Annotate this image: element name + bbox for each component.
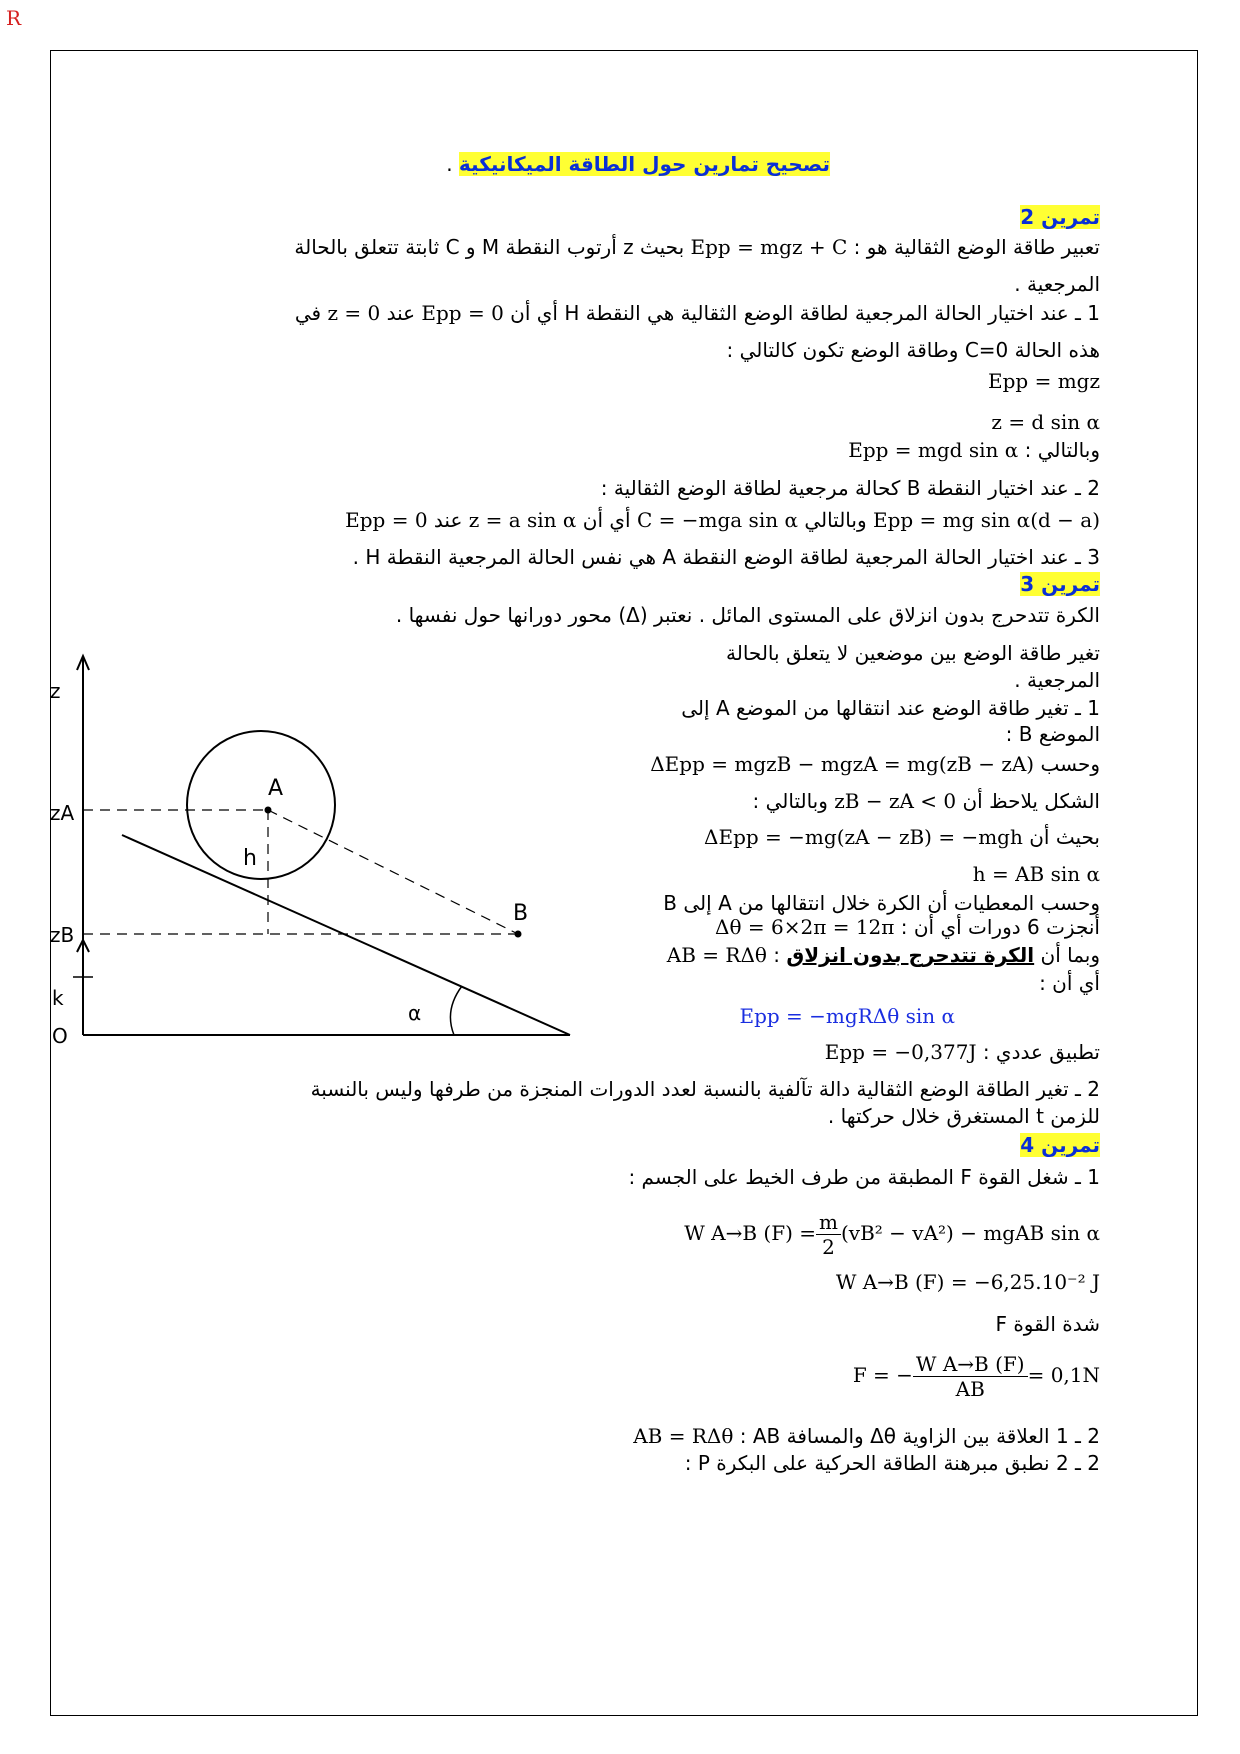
ex4-eq-3: = 0,1N $\frac{\text{W A→B (F)}}{AB}$ F = − <box>852 1352 1100 1401</box>
h-label: h <box>243 846 257 871</box>
ex3-line-2: تغير طاقة الوضع بين موضعين لا يتعلق بالحالة <box>726 641 1100 665</box>
ex2-line-4: هذه الحالة C=0 وطاقة الوضع تكون كالتالي : <box>726 338 1100 362</box>
point-B <box>515 931 522 938</box>
ex3-eq-h: h = AB sin α <box>972 862 1100 886</box>
zB-label: zB <box>50 923 75 947</box>
point-A <box>265 807 272 814</box>
ex2-line-10: 3 ـ عند اختيار الحالة المرجعية لطاقة الوضع النقطة A هي نفس الحالة المرجعية النقطة H . <box>352 545 1100 569</box>
ex4-line-1: 1 ـ شغل القوة F المطبقة من طرف الخيط على الجسم : <box>628 1165 1100 1189</box>
ex2-heading: تمرين 2 <box>1020 205 1100 229</box>
ex2-eq-2: z = d sin α <box>991 410 1100 434</box>
ball <box>187 731 335 879</box>
ex3-line-4: 1 ـ تغير طاقة الوضع عند انتقالها من الموضع A إلى <box>681 696 1100 720</box>
ex3-line-8: بحيث أن ΔEpp = −mg(zA − zB) = −mgh <box>704 825 1100 849</box>
ex4-line-7: 2 ـ 2 نطبق مبرهنة الطاقة الحركية على البكرة P : <box>684 1451 1100 1475</box>
ex2-line-8: 2 ـ عند اختيار النقطة B كحالة مرجعية لطاقة الوضع الثقالية : <box>600 476 1100 500</box>
ex2-line-2: المرجعية . <box>1014 272 1100 296</box>
ex4-heading: تمرين 4 <box>1020 1133 1100 1157</box>
ex3-line-11: أنجزت 6 دورات أي أن : Δθ = 6×2π = 12π <box>715 915 1100 939</box>
A-B-dashed <box>268 810 518 934</box>
ex3-line-17: للزمن t المستغرق خلال حركتها . <box>827 1104 1100 1128</box>
ex3-line-12: وبما أن الكرة تتدحرج بدون انزلاق : AB = RΔθ <box>666 943 1100 967</box>
ex4-eq-1: (vB² − vA²) − mgAB sin α $\frac{m}{2}$ W A→B (F) = <box>684 1210 1100 1259</box>
inclined-plane-figure <box>40 650 600 1060</box>
ex2-line-7: وبالتالي : Epp = mgd sin α <box>848 438 1100 462</box>
ex2-line-9: Epp = 0 عند z = a sin α أي أن C = −mga sin α وبالتالي Epp = mg sin α(d − a) <box>345 508 1100 532</box>
ex3-line-6: وحسب ΔEpp = mgzB − mgzA = mg(zB − zA) <box>650 752 1100 776</box>
incline-line <box>122 835 570 1035</box>
z-axis-label: z <box>50 679 61 703</box>
ex3-eq-blue: Epp = −mgRΔθ sin α <box>739 1004 955 1028</box>
corner-mark: R <box>6 6 22 30</box>
ex4-line-6: 2 ـ 1 العلاقة بين الزاوية Δθ والمسافة AB : AB = RΔθ <box>633 1424 1100 1448</box>
ex4-line-4: شدة القوة F <box>995 1312 1100 1336</box>
ex2-line-1: تعبير طاقة الوضع الثقالية هو : Epp = mgz + C بحيث z أرتوب النقطة M و C ثابتة تتعلق بالحالة <box>294 235 1100 259</box>
page-title: تصحيح تمارين حول الطاقة الميكانيكية . <box>446 152 830 176</box>
B-label: B <box>513 901 529 926</box>
ex2-line-3: 1 ـ عند اختيار الحالة المرجعية لطاقة الوضع الثقالية هي النقطة H أي أن Epp = 0 عند z = 0 في <box>294 301 1100 325</box>
ex4-eq3-fraction: $\frac{\text{W A→B (F)}}{AB}$ <box>913 1352 1028 1401</box>
ex3-line-16: 2 ـ تغير الطاقة الوضع الثقالية دالة تآلفية بالنسبة لعدد الدورات المنجزة من طرفها وليس بالنسبة <box>310 1077 1100 1101</box>
zA-label: zA <box>50 801 75 825</box>
A-label: A <box>268 776 284 801</box>
ex3-line-7: الشكل يلاحظ أن zB − zA < 0 وبالتالي : <box>752 789 1100 813</box>
ex2-eq-1: Epp = mgz <box>988 369 1100 393</box>
ex3-heading: تمرين 3 <box>1020 572 1100 596</box>
ex3-line-13: أي أن : <box>1039 971 1100 995</box>
k-label: k <box>52 986 64 1010</box>
ex3-line-3: المرجعية . <box>1014 668 1100 692</box>
alpha-label: α <box>408 1001 422 1025</box>
O-label: O <box>52 1024 68 1048</box>
ex3-line-1: الكرة تتدحرج بدون انزلاق على المستوى المائل . نعتبر (Δ) محور دورانها حول نفسها . <box>395 603 1100 627</box>
ex3-line-10: وحسب المعطيات أن الكرة خلال انتقالها من A إلى B <box>663 891 1100 915</box>
ex3-line-15: تطبيق عددي : Epp = −0,377J <box>824 1040 1100 1064</box>
alpha-arc <box>450 986 462 1035</box>
ex3-line-5: الموضع B : <box>1005 722 1100 746</box>
ex4-eq1-fraction: $\frac{m}{2}$ <box>816 1210 841 1259</box>
ex4-eq-2: W A→B (F) = −6,25.10⁻² J <box>835 1270 1100 1294</box>
